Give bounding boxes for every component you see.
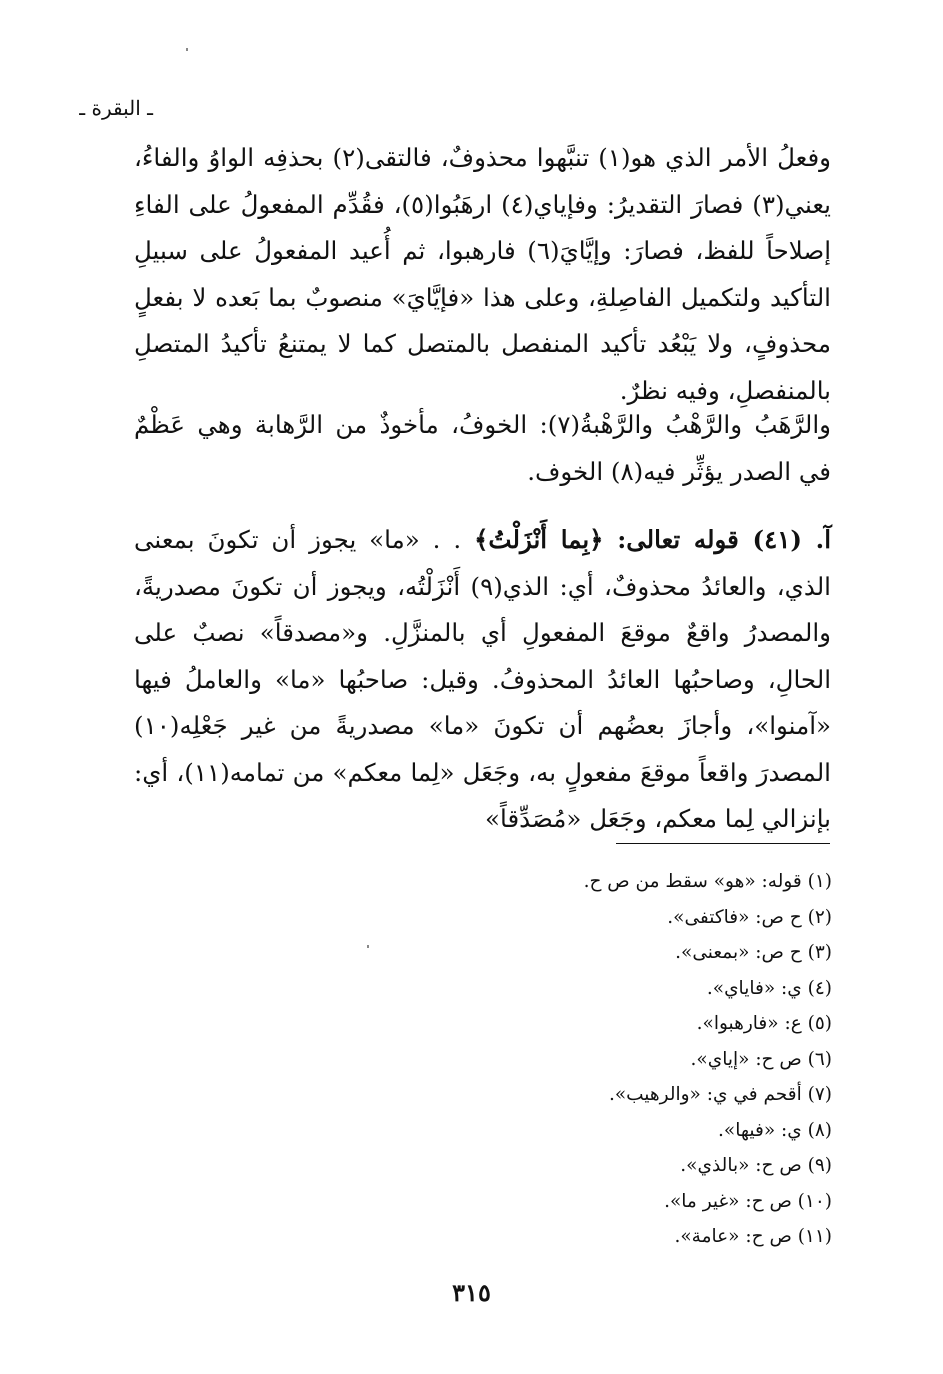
footnote-separator — [616, 843, 830, 844]
footnote: (٩) ص ح: «بالذي». — [680, 1155, 832, 1176]
footnote: (١) قوله: «هو» سقط من ص ح. — [583, 871, 832, 892]
paragraph-1: وفعلُ الأمر الذي هو(١) تنبَّهوا محذوفٌ، فالتقى(٢) بحذفِه الواوُ والفاءُ، يعني(٣) فصارَ التقديرُ: وفإياي(٤) ارهَبُوا(٥)، فقُدِّم المفعولُ على الفاءِ إصلاحاً للفظ، فصارَ: وإيَّايَ(٦) فارهبوا، ثم أُعيد المفعولُ على سبيلِ التأكيد ولتكميل الفاصِلةِ، وعلى هذا «فإيَّايَ» منصوبٌ بما بَعده لا بفعلٍ محذوفٍ، ولا يَبْعُد تأكيد المنفصل بالمتصل كما لا يمتنعُ تأكيدُ المتصلِ بالمنفصلِ، وفيه نظرٌ. — [134, 143, 832, 405]
footnotes-list — [584, 864, 832, 1255]
footnote: (٦) ص ح: «إياي». — [690, 1048, 832, 1070]
footnote: (٣) ح ص: «بمعنى». — [675, 942, 832, 963]
page-number: ٣١٥ — [452, 1278, 491, 1307]
scan-speck — [186, 48, 188, 51]
footnote: (٧) أقحم في ي: «والرهيب». — [608, 1084, 832, 1105]
footnote: (٢) ح ص: «فاكتفى». — [667, 906, 832, 928]
footnote: (١١) ص ح: «عامة». — [674, 1226, 832, 1247]
scan-speck — [367, 945, 369, 948]
paragraph-2: والرَّهَبُ والرَّهْبُ والرَّهْبةُ(٧): الخوفُ، مأخوذٌ من الرَّهابة وهي عَظْمٌ في الصدر يؤثِّر فيه(٨) الخوف. — [134, 410, 831, 486]
ayah-text: . . «ما» يجوز أن تكونَ بمعنى الذي، والعائدُ محذوفٌ، أي: الذي(٩) أَنْزَلْتُه، ويجوز أن تكونَ مصدريةً، والمصدرُ واقعٌ موقعَ المفعولِ أي بالمنزَّلِ. و«مصدقاً» نصبٌ على الحالِ، وصاحبُها العائدُ المحذوفُ. وقيل: صاحبُها «ما» والعاملُ فيها «آمنوا»، وأجازَ بعضُهم أن تكونَ «ما» مصدريةً من غير جَعْلِه(١٠) المصدرَ واقعاً موقعَ مفعولٍ به، وجَعَل «لِما معكم» من تمامه(١١)، أي: بإنزالي لِما معكم، وجَعَل «مُصَدِّقاً» — [134, 525, 831, 833]
footnote: (١٠) ص ح: «غير ما». — [664, 1190, 832, 1212]
footnote: (٨) ي: «فيها». — [718, 1119, 832, 1141]
ayah-heading: آ. (٤١) قوله تعالى: ﴿بِما أَنْزَلْتُ﴾ — [474, 525, 832, 554]
footnote: (٤) ي: «فاياي». — [706, 977, 832, 999]
footnote: (٥) ع: «فارهبوا». — [696, 1013, 832, 1034]
ayah-commentary — [134, 517, 831, 843]
running-header: ـ البقرة ـ — [79, 96, 153, 120]
